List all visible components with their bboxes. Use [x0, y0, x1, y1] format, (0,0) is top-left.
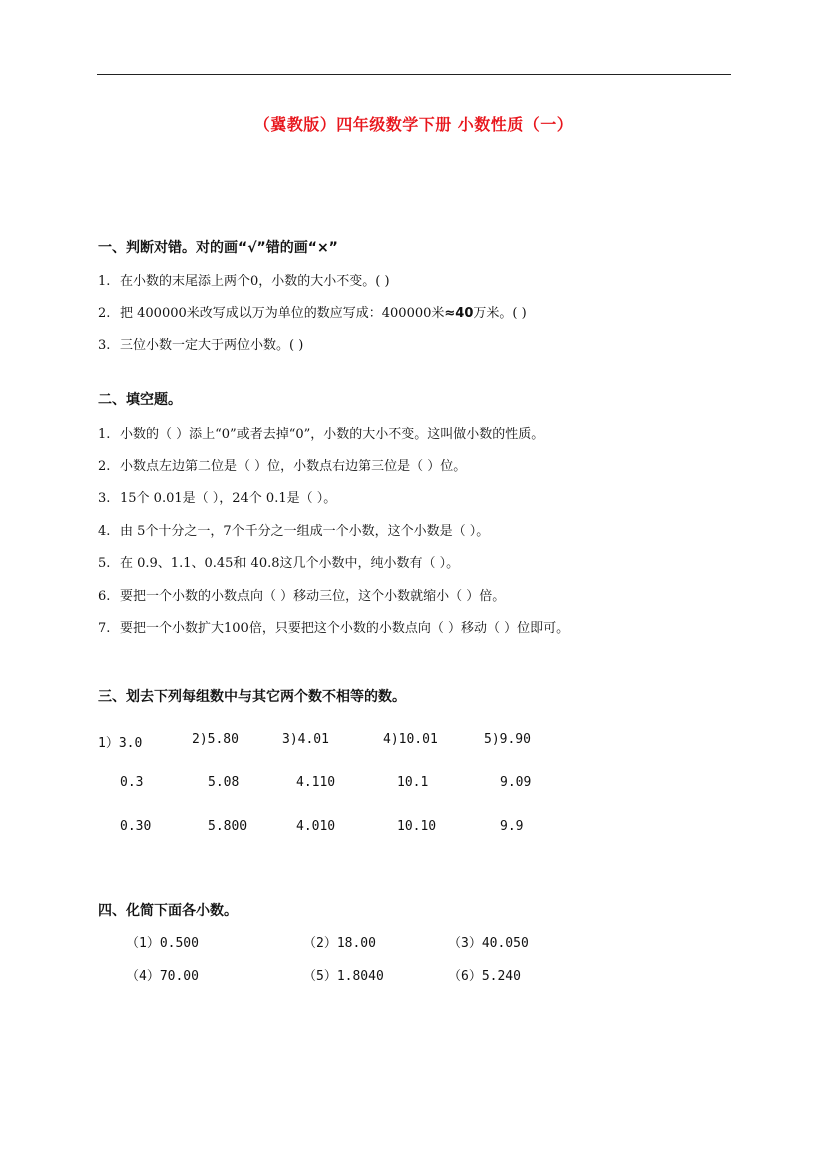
group-cell: 5.08: [208, 775, 240, 790]
fill-item-7: [98, 617, 569, 636]
fill-item-2: [98, 455, 466, 474]
item-number: 2.: [98, 459, 111, 474]
item-text-part-b: 万米。( ): [473, 306, 527, 321]
item-number: 2.: [98, 306, 111, 321]
judge-item-1: [98, 270, 390, 289]
item-text: 小数的（ ）添上“0”或者去掉“0”，小数的大小不变。这叫做小数的性质。: [120, 427, 545, 442]
section4-heading: 四、化简下面各小数。: [98, 903, 238, 919]
group-cell: 4.110: [296, 775, 336, 790]
simplify-item: （3）40.050: [448, 936, 529, 951]
item-text-part-a: 把 400000米改写成以万为单位的数应写成：400000米: [120, 306, 445, 321]
judge-item-3: [98, 334, 303, 353]
item-text: 要把一个小数的小数点向（ ）移动三位，这个小数就缩小（ ）倍。: [120, 589, 506, 604]
simplify-item: （2）18.00: [303, 936, 376, 951]
group-cell: 9.09: [500, 775, 532, 790]
fill-item-3: [98, 487, 336, 506]
simplify-item: （1）0.500: [126, 936, 199, 951]
group-cell: 0.3: [120, 775, 144, 790]
item-number: 4.: [98, 524, 111, 539]
section1-heading: 一、判断对错。对的画“√”错的画“×”: [98, 240, 338, 256]
item-text: 由 5个十分之一，7个千分之一组成一个小数，这个小数是（ ）。: [120, 524, 490, 539]
group-cell: 4)10.01: [383, 732, 438, 747]
item-text: 在 0.9、1.1、0.45和 40.8这几个小数中，纯小数有（ ）。: [120, 556, 460, 571]
group-cell: 10.10: [397, 819, 437, 834]
group-cell: 1）3.0: [98, 736, 143, 751]
fill-item-6: [98, 585, 505, 604]
section3-heading: 三、划去下列每组数中与其它两个数不相等的数。: [98, 689, 406, 705]
item-number: 1.: [98, 274, 111, 289]
approx-value: ≈40: [444, 306, 474, 321]
group-cell: 9.9: [500, 819, 524, 834]
item-number: 7.: [98, 621, 111, 636]
group-cell: 5)9.90: [484, 732, 531, 747]
top-rule: [97, 74, 731, 75]
item-text: 要把一个小数扩大100倍，只要把这个小数的小数点向（ ）移动（ ）位即可。: [120, 621, 570, 636]
simplify-item: （6）5.240: [448, 969, 521, 984]
item-number: 6.: [98, 589, 111, 604]
item-text: 在小数的末尾添上两个0，小数的大小不变。( ): [120, 274, 390, 289]
simplify-item: （5）1.8040: [303, 969, 384, 984]
fill-item-1: [98, 423, 544, 442]
fill-item-5: [98, 552, 459, 571]
item-text: 15个 0.01是（ ），24个 0.1是（ ）。: [120, 491, 337, 506]
item-number: 1.: [98, 427, 111, 442]
fill-item-4: [98, 520, 489, 539]
item-text: 小数点左边第二位是（ ）位，小数点右边第三位是（ ）位。: [120, 459, 467, 474]
item-number: 5.: [98, 556, 111, 571]
group-cell: 10.1: [397, 775, 429, 790]
page-title: （冀教版）四年级数学下册 小数性质（一）: [253, 115, 574, 134]
item-number: 3.: [98, 491, 111, 506]
section2-heading: 二、填空题。: [98, 392, 182, 408]
group-cell: 4.010: [296, 819, 336, 834]
group-cell: 3)4.01: [282, 732, 329, 747]
group-cell: 5.800: [208, 819, 248, 834]
simplify-item: （4）70.00: [126, 969, 199, 984]
group-cell: 0.30: [120, 819, 152, 834]
judge-item-2: [98, 302, 527, 321]
item-text: 三位小数一定大于两位小数。( ): [120, 338, 304, 353]
group-cell: 2)5.80: [192, 732, 239, 747]
item-number: 3.: [98, 338, 111, 353]
